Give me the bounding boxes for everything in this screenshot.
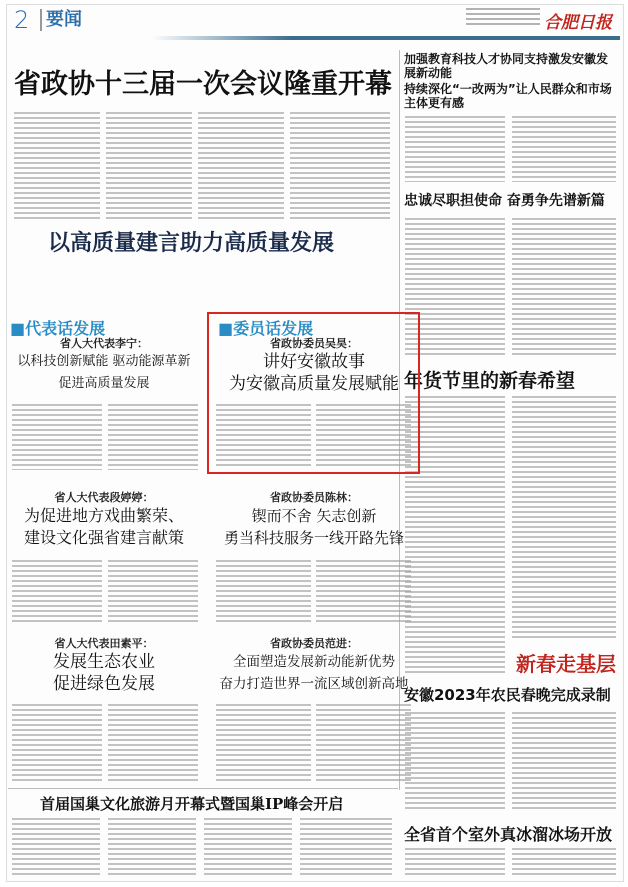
lead-body-col bbox=[198, 112, 284, 220]
article-body bbox=[300, 818, 392, 878]
speaker: 省政协委员范进： bbox=[270, 637, 358, 650]
speaker: 省人大代表段婷婷： bbox=[54, 491, 154, 504]
article-body bbox=[512, 116, 616, 182]
right-headline-3: 年货节里的新春希望 bbox=[404, 370, 576, 392]
new-year-stamp: 新春走基层 bbox=[516, 652, 616, 676]
right-headline-4: 安徽2023年农民春晚完成录制 bbox=[404, 686, 611, 704]
dateline-text bbox=[466, 8, 540, 28]
item-title: 以科技创新赋能 驱动能源革新 bbox=[17, 354, 191, 369]
lead-body-col bbox=[14, 112, 100, 220]
page-number: 2 bbox=[14, 6, 30, 34]
item-body bbox=[108, 704, 198, 782]
item-title: 为安徽高质量发展赋能 bbox=[229, 374, 399, 394]
section-label-members: ■委员话发展 bbox=[218, 319, 314, 338]
header-rule bbox=[150, 36, 620, 40]
item-title: 促进高质量发展 bbox=[58, 376, 150, 391]
article-body bbox=[512, 848, 616, 878]
article-body bbox=[405, 218, 505, 358]
article-body bbox=[405, 116, 505, 182]
article-body bbox=[512, 712, 616, 812]
section-name: 要闻 bbox=[40, 9, 82, 31]
item-body bbox=[216, 704, 311, 782]
item-title: 建设文化强省建言献策 bbox=[23, 528, 184, 547]
item-body bbox=[108, 404, 198, 470]
item-title: 奋力打造世界一流区域创新高地 bbox=[219, 676, 409, 692]
article-body bbox=[512, 396, 616, 641]
item-body bbox=[12, 404, 102, 470]
speaker: 省政协委员陈林： bbox=[270, 491, 358, 504]
article-body bbox=[108, 818, 196, 878]
article-body bbox=[405, 848, 505, 878]
speaker: 省人大代表李宁： bbox=[60, 337, 148, 350]
item-title: 发展生态农业 bbox=[53, 652, 155, 672]
item-title: 为促进地方戏曲繁荣、 bbox=[23, 506, 184, 525]
item-title: 讲好安徽故事 bbox=[263, 352, 365, 372]
article-body bbox=[204, 818, 292, 878]
item-body bbox=[316, 704, 411, 782]
right-headline-2: 忠诚尽职担使命 奋勇争先谱新篇 bbox=[404, 193, 605, 209]
item-title: 锲而不舍 矢志创新 bbox=[251, 507, 377, 525]
article-body bbox=[512, 218, 616, 358]
article-body bbox=[405, 396, 505, 676]
item-body bbox=[12, 560, 102, 624]
item-title: 勇当科技服务一线开路先锋 bbox=[223, 529, 404, 547]
item-title: 全面塑造发展新动能新优势 bbox=[233, 654, 395, 670]
lead-headline: 省政协十三届一次会议隆重开幕 bbox=[14, 69, 392, 100]
speaker: 省人大代表田素平： bbox=[54, 637, 154, 650]
item-body bbox=[216, 404, 311, 468]
item-body bbox=[316, 560, 411, 624]
right-headline-5: 全省首个室外真冰溜冰场开放 bbox=[404, 825, 613, 844]
bottom-headline: 首届国巢文化旅游月开幕式暨国巢IP峰会开启 bbox=[40, 795, 344, 813]
divider bbox=[8, 788, 398, 789]
lead-body-col bbox=[106, 112, 192, 220]
section-label-deputies: ■代表话发展 bbox=[10, 319, 106, 338]
lead-body-col bbox=[290, 112, 390, 220]
item-title: 促进绿色发展 bbox=[53, 674, 155, 694]
speaker: 省政协委员吴昊： bbox=[270, 337, 358, 350]
item-body bbox=[316, 404, 411, 468]
masthead-logo: 合肥日报 bbox=[544, 13, 612, 33]
feature-title: 以高质量建言助力高质量发展 bbox=[48, 230, 335, 256]
right-headline-1a: 加强教育科技人才协同支持激发安徽发展新动能 bbox=[404, 52, 609, 80]
article-body bbox=[12, 818, 100, 878]
item-body bbox=[216, 560, 311, 624]
item-body bbox=[108, 560, 198, 624]
right-headline-1b: 持续深化“一改两为”让人民群众和市场主体更有感 bbox=[404, 82, 612, 110]
item-body bbox=[12, 704, 102, 782]
article-body bbox=[405, 712, 505, 812]
